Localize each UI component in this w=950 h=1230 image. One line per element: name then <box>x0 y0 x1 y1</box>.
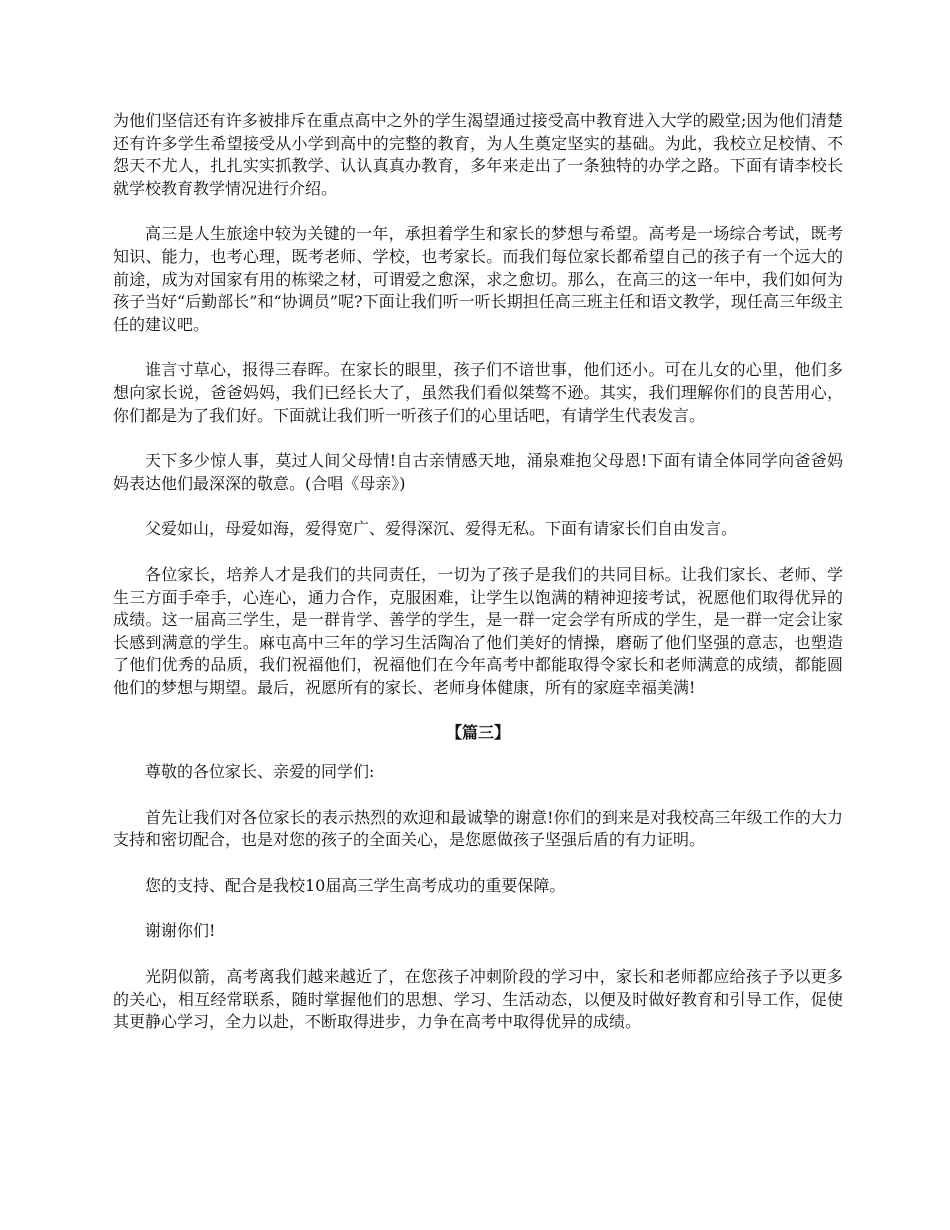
paragraph-10: 谢谢你们! <box>145 921 216 941</box>
paragraph-8: 首先让我们对各位家长的表示热烈的欢迎和最诚挚的谢意!你们的到来是对我校高三年级工作的大力支持和密切配合，也是对您的孩子的全面关心，是您愿做孩子坚强后盾的有力证明。 <box>113 807 843 850</box>
paragraph-5: 父爱如山，母爱如海，爱得宽广、爱得深沉、爱得无私。下面有请家长们自由发言。 <box>145 519 738 539</box>
paragraph-3: 谁言寸草心，报得三春晖。在家长的眼里，孩子们不谙世事，他们还小。可在儿女的心里，他们多想向家长说，爸爸妈妈，我们已经长大了，虽然我们看似桀骜不逊。其实，我们理解你们的良苦用心，你们都是为了我们好。下面就让我们听一听孩子们的心里话吧，有请学生代表发言。 <box>113 360 843 425</box>
paragraph-11: 光阴似箭，高考离我们越来越近了，在您孩子冲刺阶段的学习中，家长和老师都应给孩子予以更多的关心，相互经常联系，随时掌握他们的思想、学习、生活动态，以便及时做好教育和引导工作，促使其更静心学习，全力以赴，不断取得进步，力争在高考中取得优异的成绩。 <box>113 967 843 1032</box>
paragraph-2: 高三是人生旅途中较为关键的一年，承担着学生和家长的梦想与希望。高考是一场综合考试，既考知识、能力，也考心理，既考老师、学校，也考家长。而我们每位家长都希望自己的孩子有一个远大的前途，成为对国家有用的栋梁之材，可谓爱之愈深，求之愈切。那么，在高三的这一年中，我们如何为孩子当好“后勤部长”和“协调员”呢?下面让我们听一听长期担任高三班主任和语文教学，现任高三年级主任的建议吧。 <box>113 224 843 334</box>
paragraph-7: 尊敬的各位家长、亲爱的同学们: <box>145 762 375 782</box>
paragraph-1: 为他们坚信还有许多被排斥在重点高中之外的学生渴望通过接受高中教育进入大学的殿堂;因为他们清楚还有许多学生希望接受从小学到高中的完整的教育，为人生奠定坚实的基础。为此，我校立足校情、不怨天不尤人，扎扎实实抓教学、认认真真办教育，多年来走出了一条独特的办学之路。下面有请李校长就学校教育教学情况进行介绍。 <box>113 111 843 198</box>
section-title: 【篇三】 <box>445 723 510 743</box>
document-page <box>113 110 843 1057</box>
paragraph-9: 您的支持、配合是我校10届高三学生高考成功的重要保障。 <box>145 875 566 895</box>
paragraph-6: 各位家长，培养人才是我们的共同责任，一切为了孩子是我们的共同目标。让我们家长、老师、学生三方面手牵手，心连心，通力合作，克服困难，让学生以饱满的精神迎接考试，祝愿他们取得优异的成绩。这一届高三学生，是一群肯学、善学的学生，是一群一定会学有所成的学生，是一群一定会让家长感到满意的学生。麻屯高中三年的学习生活陶冶了他们美好的情操，磨砺了他们坚强的意志，也塑造了他们优秀的品质，我们祝福他们，祝福他们在今年高考中都能取得令家长和老师满意的成绩，都能圆他们的梦想与期望。最后，祝愿所有的家长、老师身体健康，所有的家庭幸福美满! <box>113 564 843 697</box>
paragraph-4: 天下多少惊人事，莫过人间父母情!自古亲情感天地，涌泉难抱父母恩!下面有请全体同学向爸爸妈妈表达他们最深深的敬意。(合唱《母亲》) <box>113 451 843 493</box>
